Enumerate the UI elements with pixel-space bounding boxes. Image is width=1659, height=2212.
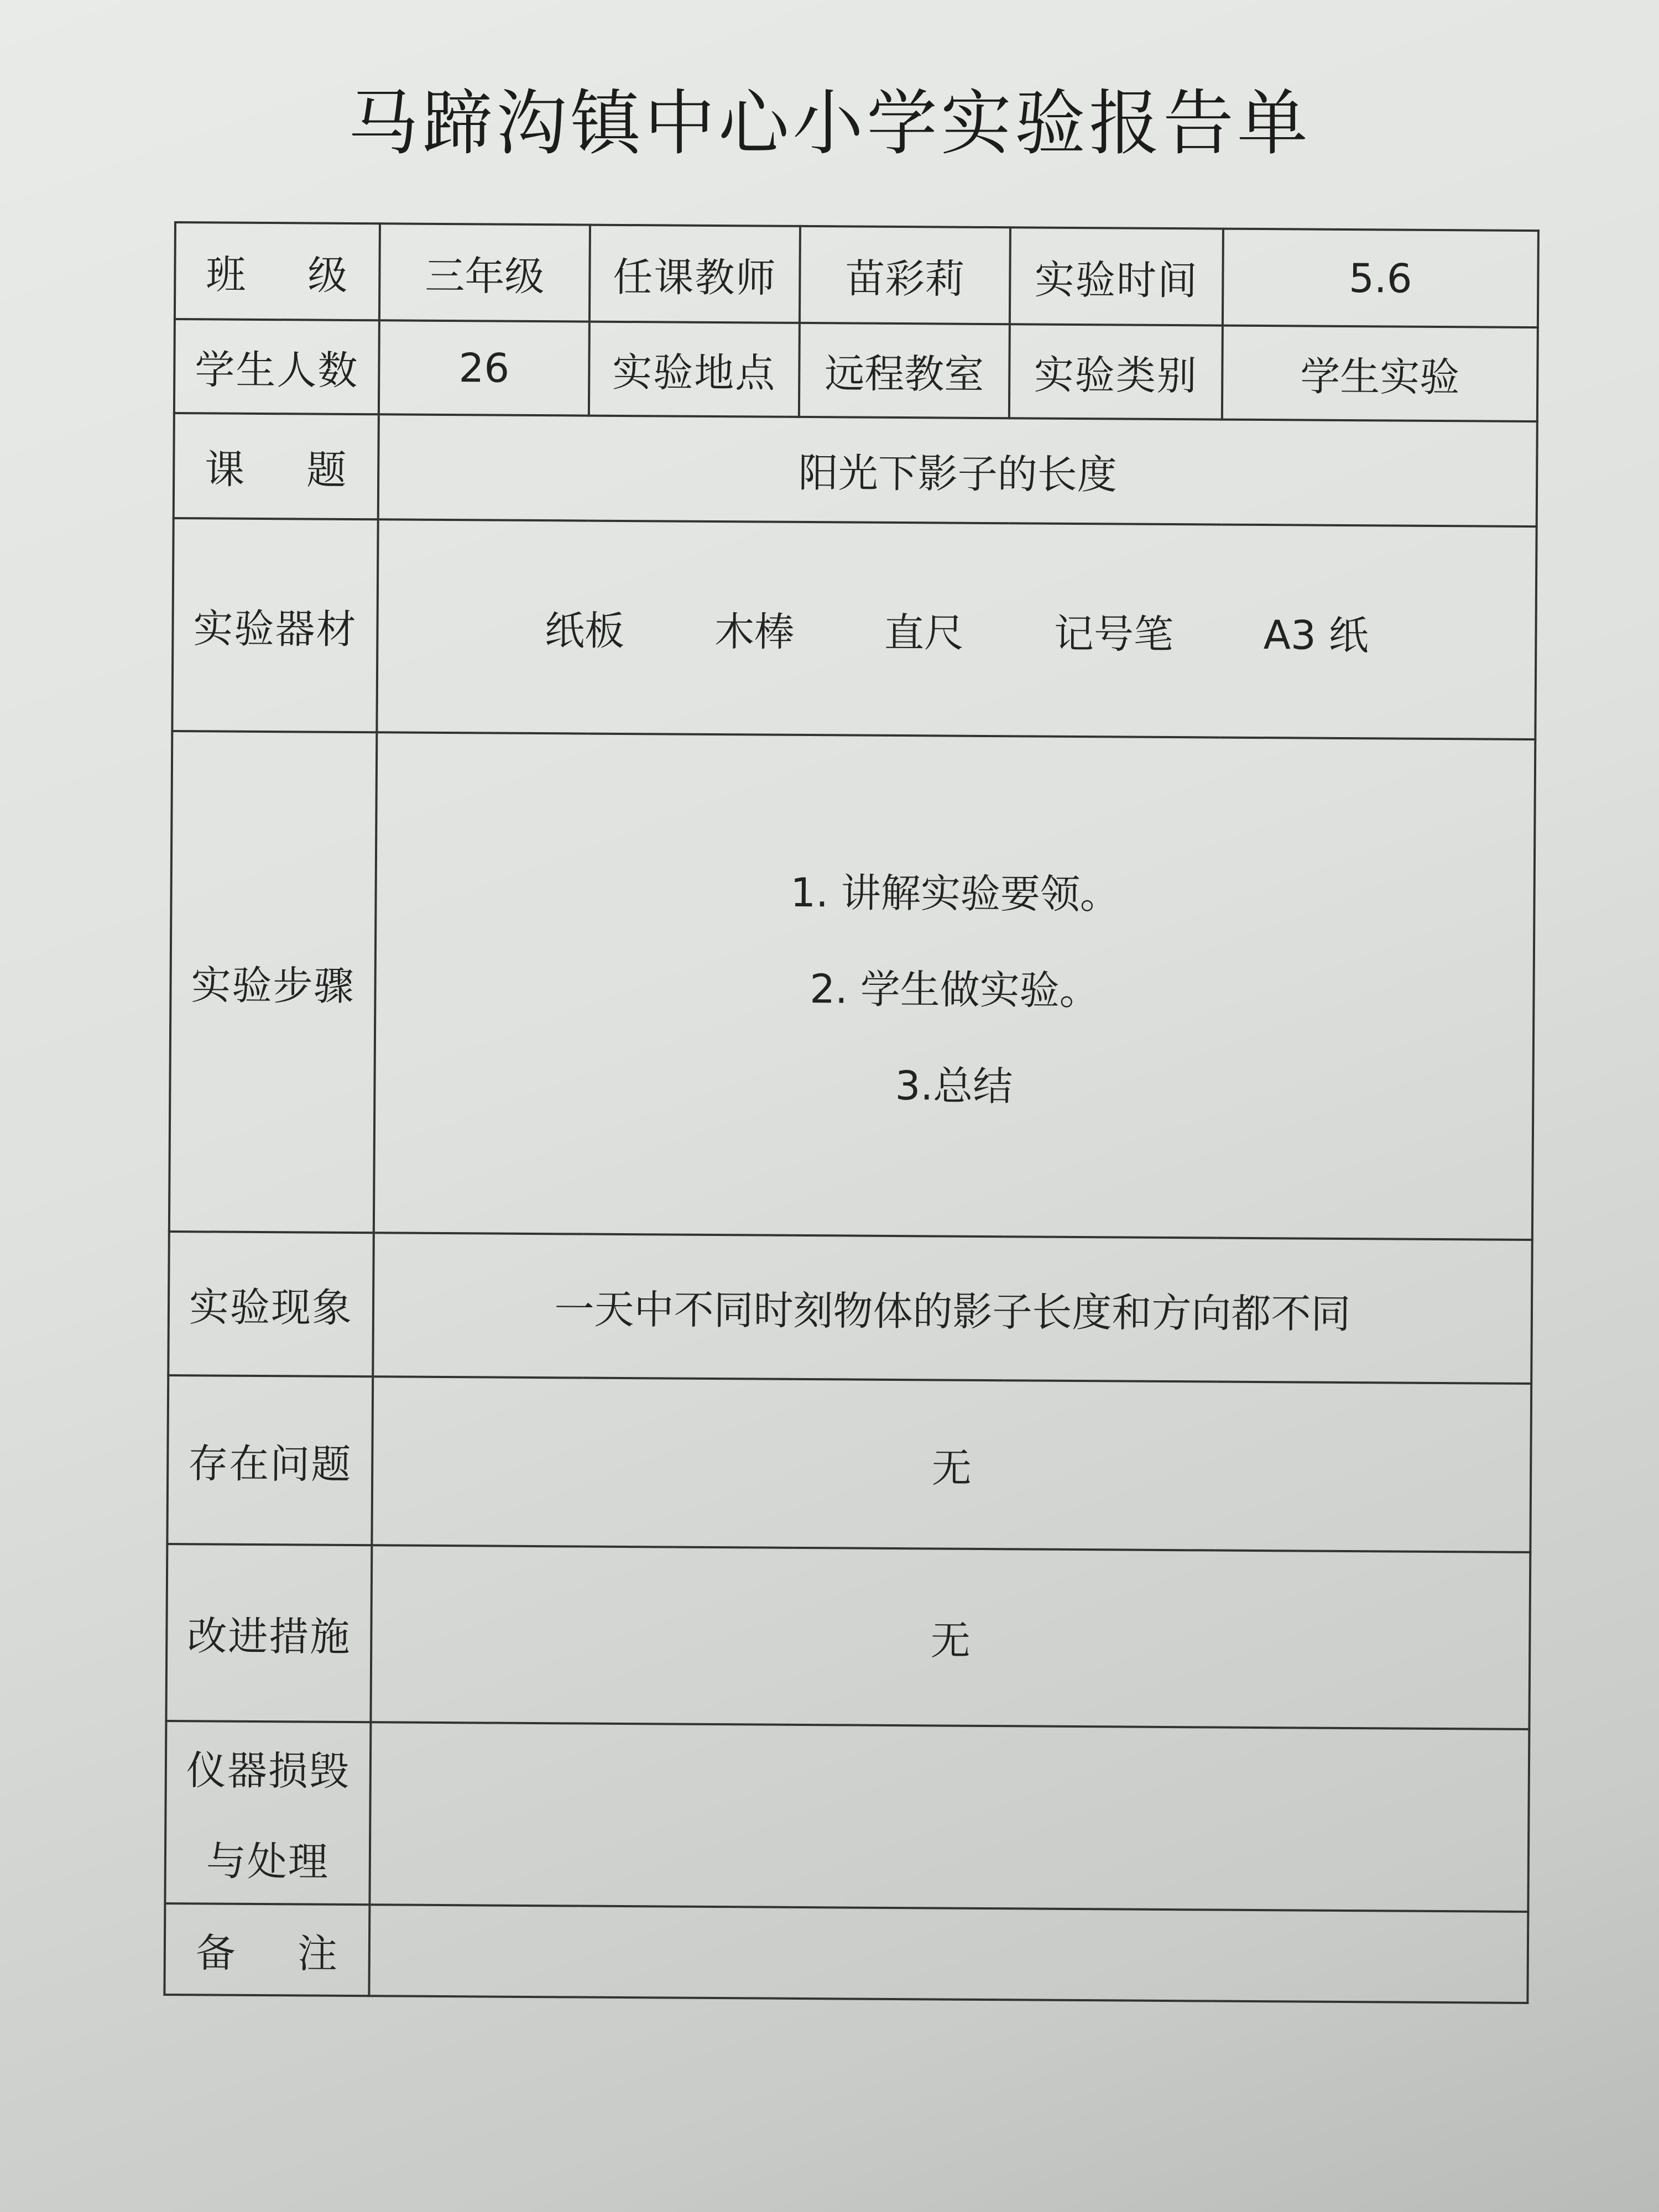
table-row <box>166 1544 1530 1729</box>
remarks-value <box>369 1905 1528 2003</box>
report-table <box>163 221 1540 2004</box>
remarks-label: 备 注 <box>164 1903 369 1996</box>
class-label: 班 级 <box>175 222 380 320</box>
step-item: 2. 学生做实验。 <box>809 965 1100 1014</box>
steps-value <box>374 732 1535 1240</box>
time-label: 实验时间 <box>1010 227 1223 325</box>
students-label: 学生人数 <box>174 319 379 414</box>
problems-value: 无 <box>372 1376 1531 1552</box>
materials-label: 实验器材 <box>172 518 378 732</box>
step-item: 3.总结 <box>895 1062 1013 1109</box>
table-row <box>164 1903 1528 2003</box>
problems-label: 存在问题 <box>167 1375 373 1545</box>
phenomenon-value: 一天中不同时刻物体的影子长度和方向都不同 <box>373 1233 1532 1384</box>
table-row <box>165 1721 1529 1912</box>
time-value: 5.6 <box>1223 229 1538 327</box>
location-value: 远程教室 <box>799 323 1010 418</box>
step-item: 1. 讲解实验要领。 <box>790 869 1120 917</box>
improvements-value: 无 <box>371 1545 1530 1729</box>
teacher-label: 任课教师 <box>589 225 800 323</box>
steps-label: 实验步骤 <box>169 731 377 1233</box>
damage-label: 仪器损毁 与处理 <box>165 1721 371 1905</box>
table-row <box>167 1375 1531 1552</box>
table-row <box>174 413 1537 526</box>
page-title: 马蹄沟镇中心小学实验报告单 <box>347 82 1311 165</box>
improvements-label: 改进措施 <box>166 1544 372 1722</box>
materials-value <box>377 519 1536 739</box>
material-item: A3 纸 <box>1263 611 1369 659</box>
material-item: 木棒 <box>714 608 795 655</box>
damage-value <box>369 1722 1529 1912</box>
students-value: 26 <box>379 320 589 415</box>
phenomenon-label: 实验现象 <box>168 1232 374 1376</box>
table-row <box>174 319 1538 421</box>
material-item: 纸板 <box>544 607 625 654</box>
class-value: 三年级 <box>379 223 590 321</box>
table-row <box>175 222 1538 327</box>
table-row <box>169 731 1535 1240</box>
material-item: 直尺 <box>884 609 964 656</box>
table-row <box>172 518 1536 739</box>
topic-label: 课 题 <box>174 413 379 519</box>
table-row <box>168 1232 1532 1384</box>
teacher-value: 苗彩莉 <box>800 226 1010 324</box>
topic-value: 阳光下影子的长度 <box>378 414 1537 526</box>
category-label: 实验类别 <box>1009 324 1223 419</box>
location-label: 实验地点 <box>589 322 800 417</box>
material-item: 记号笔 <box>1053 610 1174 658</box>
category-value: 学生实验 <box>1222 326 1538 421</box>
